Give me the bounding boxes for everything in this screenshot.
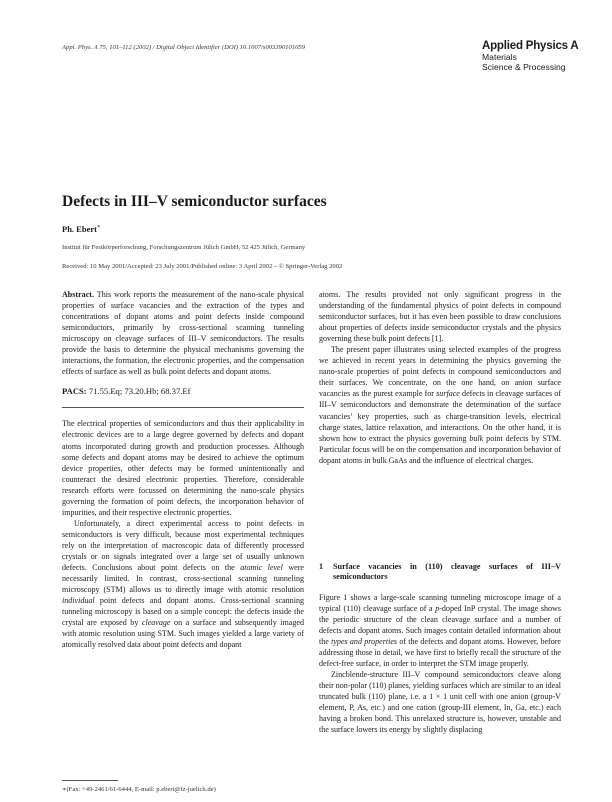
right-column [319, 289, 561, 735]
left-column [62, 289, 304, 650]
author-footnote: ∗(Fax: +49-2461/61-6444, E-mail: p.ebert@fz-juelich.de) [62, 786, 216, 793]
logo-line-2: Materials [482, 52, 517, 63]
pacs-codes: 71.55.Eq; 73.20.Hb; 68.37.Ef [88, 386, 191, 397]
footnote-divider [62, 780, 118, 781]
abstract [62, 289, 304, 377]
section-paragraph-1: Figure 1 shows a large-scale scanning tunneling microscope image of a typical (110) cleavage surface of a p-doped InP crystal. The image shows the periodic structure of the clean cleavage surface and a number of defects and dopant atoms. Such images contain detailed information about the types and properties of the defects and dopant atoms. However, before addressing those in detail, we have first to briefly recall the structure of the defect-free surface, in order to interpret the STM image properly. [319, 592, 561, 669]
intro-paragraph-2-continued: atoms. The results provided not only significant progress in the understanding of the fundamental physics of point defects in compound semiconductor surfaces, but it has even been possible to draw conclusions about properties of defects inside semiconductor crystals and the physics governing these bulk point defects [1]. [319, 290, 561, 344]
intro-paragraph-3: The present paper illustrates using selected examples of the progress we achieved in recent years in determining the physics governing the nano-scale properties of point defects in compound semiconductors and their surfaces. We concentrate, on the one hand, on anion surface vacancies as the purest example for surface defects in cleavage surfaces of III–V semiconductors and demonstrate the determination of the surface vacancies’ key properties, such as charge-transition levels, electrical charge states, lattice relaxation, and interactions. On the other hand, it is shown how to extract the physics governing bulk point defects by STM. Particular focus will be on the compensation and incorporation behavior of dopant atoms in bulk GaAs and the influence of electrical charges. [319, 345, 561, 465]
logo-line-1: Applied Physics A [482, 40, 579, 52]
pacs-line [62, 386, 304, 397]
section-heading [319, 562, 561, 582]
abstract-label: Abstract. [62, 290, 94, 299]
author-line [62, 224, 101, 234]
author-footnote-mark: ∗ [96, 224, 101, 231]
abstract-divider [62, 407, 304, 408]
journal-logo [482, 40, 582, 73]
emphasis: atomic level [240, 563, 283, 573]
section-paragraph-2: Zincblende-structure III–V compound semiconductors cleave along their non-polar (110) planes, yielding surfaces which are similar to an ideal truncated bulk (110) plane, i.e. a 1 × 1 unit cell with one anion (group-V element, P, As, etc.) and one cation (group-III element, In, Ga, etc.) each having a broken bond. This unrelaxed structure is, however, unstable and the surface lowers its energy by slightly displacing [319, 670, 561, 735]
intro-paragraph-2: Unfortunately, a direct experimental access to point defects in semiconductors is very difficult, because most experimental techniques rely on the interpretation of macroscopic data of differently processed crystals or on signals integrated over a large set of usually unknown defects. Conclusions about point defects on the atomic level were necessarily limited. In contrast, cross-sectional scanning tunneling microscopy (STM) allows us to directly image with atomic resolution individual point defects and dopant atoms. Cross-sectional scanning tunneling microscopy is based on a simple concept: the defects inside the crystal are exposed by cleavage on a surface and subsequently imaged with atomic resolution using STM. Such images yielded a large variety of atomically resolved data about point defects and dopant [62, 518, 304, 650]
section-number: 1 [319, 561, 324, 571]
journal-citation: Appl. Phys. A 75, 101–112 (2002) / Digital Object Identifier (DOI) 10.1007/s003390101059 [62, 44, 306, 51]
emphasis: p [435, 603, 440, 613]
abstract-text: This work reports the measurement of the nano-scale physical properties of surface vacancies and the extraction of the types and concentrations of dopant atoms and point defects inside compound semiconductors, primarily by cross-sectional scanning tunneling microscopy on cleavage surfaces of III–V semiconductors. The results provide the basis to determine the physical mechanisms governing the interactions, the formation, the electronic properties, and the compensation effects of surface as well as bulk point defects and dopant atoms. [62, 290, 305, 377]
intro-paragraph-1: The electrical properties of semiconductors and thus their applicability in electronic devices are to a large degree governed by defects and dopant atoms incorporated during growth and production processes. Although some defects and dopant atoms may be desired to achieve the optimum device properties, other defects may be formed unintentionally and counteract the desired electronic properties. Therefore, considerable research efforts were focussed on determining the nano-scale physics governing the formation of point defects, the incorporation behavior of impurities, and their respective electronic properties. [62, 419, 304, 517]
emphasis: surface [436, 389, 460, 399]
pacs-label: PACS: [62, 386, 87, 397]
emphasis: types and properties [331, 636, 398, 646]
emphasis: cleavage [141, 618, 171, 628]
author-name: Ph. Ebert [62, 224, 97, 234]
publication-dates: Received: 10 May 2001/Accepted: 23 July 2001/Published online: 3 April 2002 – © Springer-Verlag 2002 [62, 263, 343, 270]
affiliation: Institut für Festkörperforschung, Forschungszentrum Jülich GmbH, 52 425 Jülich, Germany [62, 244, 306, 251]
section-title: Surface vacancies in (110) cleavage surfaces of III–V semiconductors [333, 561, 561, 581]
emphasis: bulk [469, 433, 484, 443]
article-title: Defects in III–V semiconductor surfaces [62, 193, 327, 210]
emphasis: individual [62, 596, 95, 606]
logo-line-3: Science & Processing [482, 62, 566, 73]
